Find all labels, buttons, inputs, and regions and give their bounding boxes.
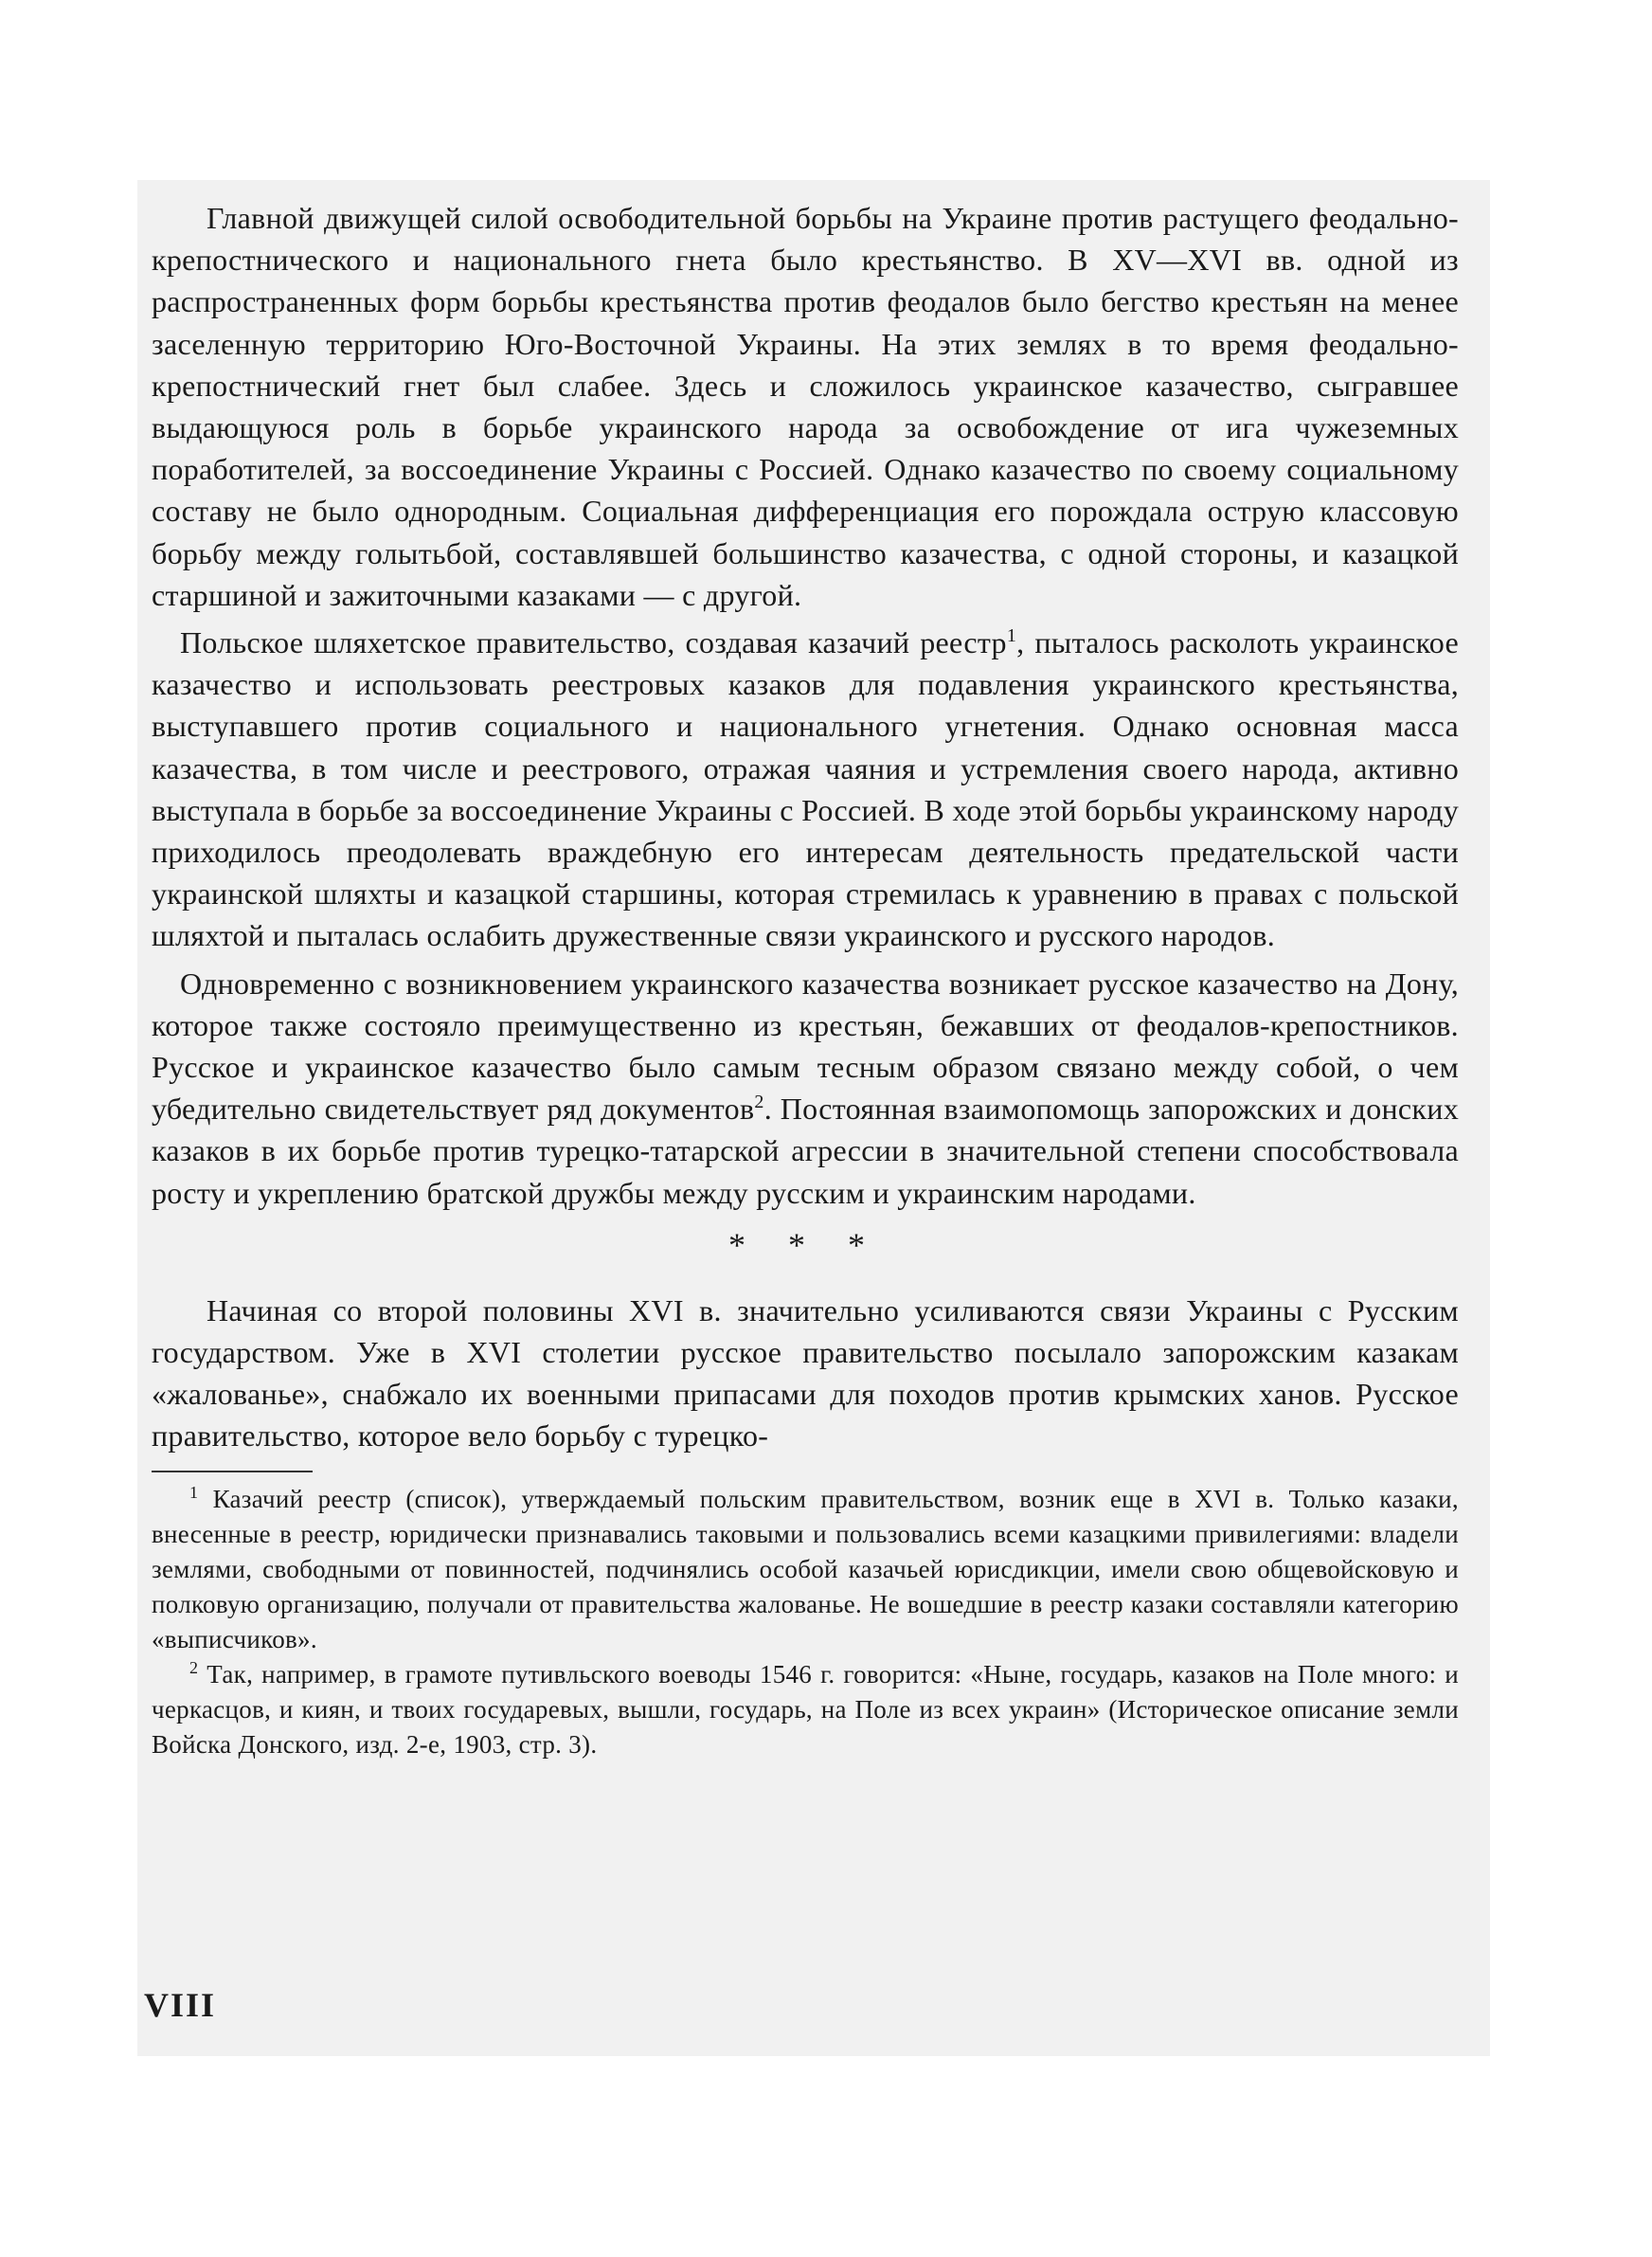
paragraph-2-text-before: Польское шляхетское правительство, создавая казачий реестр xyxy=(180,625,1007,660)
page-body xyxy=(152,197,1459,1762)
footnote-2-text: Так, например, в грамоте путивльского воеводы 1546 г. говорится: «Ныне, государь, казаков на Поле много: и черкасцов, и киян, и твоих государевых, вышли, государь, на Поле из всех украин» (Историческое описание земли Войска Донского, изд. 2-е, 1903, стр. 3). xyxy=(152,1659,1459,1759)
footnote-ref-1: 1 xyxy=(1006,625,1017,647)
page-number: VIII xyxy=(144,1986,217,2024)
paragraph-1: Главной движущей силой освободительной борьбы на Украине против растущего феодально-крепостнического и национального гнета было крестьянство. В XV—XVI вв. одной из распространенных форм борьбы крестьянства против феодалов было бегство крестьян на менее заселенную территорию Юго-Восточной Украины. На этих землях в то время феодально-крепостнический гнет был слабее. Здесь и сложилось украинское казачество, сыгравшее выдающуюся роль в борьбе украинского народа за освобождение от ига чужеземных поработителей, за воссоединение Украины с Россией. Однако казачество по своему социальному составу не было однородным. Социальная дифференциация его порождала острую классовую борьбу между голытьбой, составлявшей большинство казачества, с одной стороны, и казацкой старшиной и зажиточными казаками — с другой. xyxy=(152,201,1459,612)
paragraph-3-text-after: . Постоянная взаимопомощь запорожских и донских казаков в их борьбе против турецко-татарской агрессии в значительной степени способствовала росту и укреплению братской дружбы между русским и украинским народами. xyxy=(152,1092,1459,1210)
paragraph-3-text-before: Одновременно с возникновением украинского казачества возникает русское казачество на Дону, которое также состояло преимущественно из крестьян, бежавших от феодалов-крепостников. Русское и украинское казачество было самым тесным образом связано между собой, о чем убедительно свидетельствует ряд документов xyxy=(152,966,1459,1127)
paragraph-2-text-after: , пыталось расколоть украинское казачество и использовать реестровых казаков для подавления украинского крестьянства, выступавшего против социального и национального угнетения. Однако основная масса казачества, в том числе и реестрового, отражая чаяния и устремления своего народа, активно выступала в борьбе за воссоединение Украины с Россией. В ходе этой борьбы украинскому народу приходилось преодолевать враждебную его интересам деятельность предательской части украинской шляхты и казацкой старшины, которая стремилась к уравнению в правах с польской шляхтой и пыталась ослабить дружественные связи украинского и русского народов. xyxy=(152,625,1459,953)
footnote-1 xyxy=(152,1482,1459,1657)
footnote-2 xyxy=(152,1657,1459,1762)
footnote-2-mark: 2 xyxy=(189,1657,199,1677)
footnote-ref-2: 2 xyxy=(754,1092,764,1113)
section-separator: * * * xyxy=(728,1225,882,1264)
paragraph-3 xyxy=(152,963,1459,1214)
footnote-divider xyxy=(152,1471,313,1472)
footnote-1-text: Казачий реестр (список), утверждаемый польским правительством, возник еще в XVI в. Только казаки, внесенные в реестр, юридически признавались таковыми и пользовались всеми казацкими привилегиями: владели землями, свободными от повинностей, подчинялись особой казачьей юрисдикции, имели свою общевойсковую и полковую организацию, получали от правительства жалованье. Не вошедшие в реестр казаки составляли категорию «выписчиков». xyxy=(152,1484,1459,1653)
paragraph-4: Начиная со второй половины XVI в. значительно усиливаются связи Украины с Русским государством. Уже в XVI столетии русское правительство посылало запорожским казакам «жалованье», снабжало их военными припасами для походов против крымских ханов. Русское правительство, которое вело борьбу с турецко- xyxy=(152,1292,1459,1454)
footnote-1-mark: 1 xyxy=(189,1482,199,1502)
paragraph-2 xyxy=(152,622,1459,957)
